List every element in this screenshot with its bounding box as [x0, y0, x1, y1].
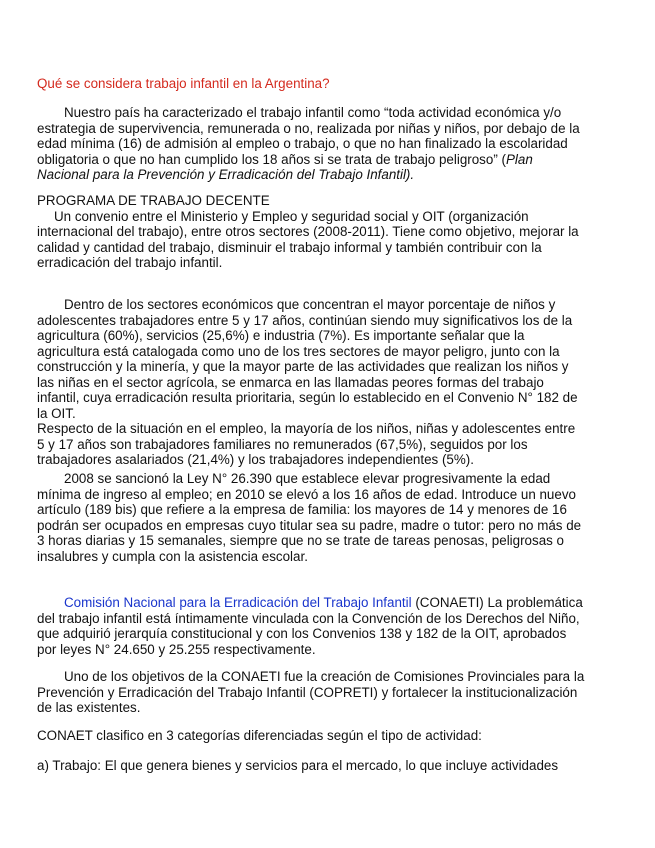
line: internacional del trabajo), entre otros sectores (2008-2011). Tiene como objetivo, mejorar la	[37, 224, 579, 239]
line-text: (CONAETI) La problemática	[411, 595, 583, 610]
paragraph-ley	[37, 471, 622, 564]
line: Dentro de los sectores económicos que concentran el mayor porcentaje de niños y	[64, 297, 556, 312]
paragraph-definition	[37, 105, 622, 183]
line: la OIT.	[37, 405, 76, 421]
line: por leyes N° 24.650 y 25.255 respectivamente.	[37, 641, 316, 657]
paragraph-trabajo: a) Trabajo: El que genera bienes y servicios para el mercado, lo que incluye actividades	[37, 758, 559, 773]
paragraph-conaeti	[37, 595, 622, 657]
line: agricultura (60%), servicios (25,6%) e industria (7%). Es importante señalar que la	[37, 328, 525, 343]
line: construcción y la minería, y que la mayor parte de las actividades que realizan los niños y	[37, 359, 569, 374]
line: Nuestro país ha caracterizado el trabajo infantil como “toda actividad económica y/o	[64, 105, 562, 120]
line: trabajadores asalariados (21,4%) y los trabajadores independientes (5%).	[37, 452, 474, 467]
line: las niñas en el sector agrícola, se enmarca en las llamadas peores formas del trabajo	[37, 374, 544, 390]
line: del trabajo infantil está íntimamente vinculada con la Convención de los Derechos del Niño,	[37, 610, 580, 626]
line: edad mínima (16) de admisión al empleo o trabajo, o que no han finalizado la escolaridad	[37, 136, 568, 151]
line: Prevención y Erradicación del Trabajo Infantil (COPRETI) y fortalecer la institucionalización	[37, 684, 578, 700]
line: erradicación del trabajo infantil.	[37, 255, 223, 270]
line: Uno de los objetivos de la CONAETI fue la creación de Comisiones Provinciales para la	[64, 669, 585, 684]
section-title: PROGRAMA DE TRABAJO DECENTE	[37, 193, 270, 208]
line: mínima de ingreso al empleo; en 2010 se elevó a los 16 años de edad. Introduce un nuevo	[37, 486, 576, 502]
line-text: obligatoria o que no han cumplido los 18 años si se trata de trabajo peligroso” (	[37, 151, 506, 167]
paragraph-sectors	[37, 297, 622, 468]
document-heading: Qué se considera trabajo infantil en la Argentina?	[37, 76, 330, 91]
paragraph-copreti	[37, 669, 622, 716]
line: insalubres y cumpla con la asistencia escolar.	[37, 548, 308, 564]
line: que adquirió jerarquía constitucional y con los Convenios 138 y 182 de la OIT, aprobados	[37, 626, 567, 641]
source-citation: Plan	[505, 151, 533, 167]
line: 2008 se sancionó la Ley N° 26.390 que establece elevar progresivamente la edad	[64, 471, 551, 486]
line: estrategia de supervivencia, remunerada o no, realizada por niñas y niños, por debajo de la	[37, 120, 580, 136]
programa-section	[37, 193, 622, 271]
line: infantil, cuya erradicación resulta prioritaria, según lo establecido en el Convenio N° 182 de	[37, 390, 578, 405]
line: 5 y 17 años son trabajadores familiares no remunerados (67,5%), seguidos por los	[37, 436, 528, 452]
line: calidad y cantidad del trabajo, disminuir el trabajo informal y también contribuir con la	[37, 239, 542, 255]
paragraph-categorias: CONAET clasifico en 3 categorías diferenciadas según el tipo de actividad:	[37, 728, 482, 743]
line: Un convenio entre el Ministerio y Empleo y seguridad social y OIT (organización	[54, 208, 529, 224]
source-citation-cont: Nacional para la Prevención y Erradicación del Trabajo Infantil).	[37, 167, 415, 182]
line	[37, 152, 622, 168]
line: de las existentes.	[37, 700, 141, 715]
line: podrán ser ocupados en empresas cuyo titular sea su padre, madre o tutor: pero no más de	[37, 517, 582, 533]
line: 3 horas diarias y 15 semanales, siempre que no se trate de tareas penosas, peligrosas o	[37, 533, 565, 548]
line	[37, 595, 622, 611]
line: Respecto de la situación en el empleo, la mayoría de los niños, niñas y adolescentes entre	[37, 421, 576, 436]
line: adolescentes trabajadores entre 5 y 17 años, continúan siendo muy significativos los de la	[37, 312, 573, 328]
line: artículo (189 bis) que refiere a la empresa de familia: los mayores de 14 y menores de 16	[37, 502, 567, 517]
conaeti-link[interactable]: Comisión Nacional para la Erradicación del Trabajo Infantil	[64, 595, 412, 610]
line: agricultura está catalogada como uno de los tres sectores de mayor peligro, junto con la	[37, 343, 560, 359]
